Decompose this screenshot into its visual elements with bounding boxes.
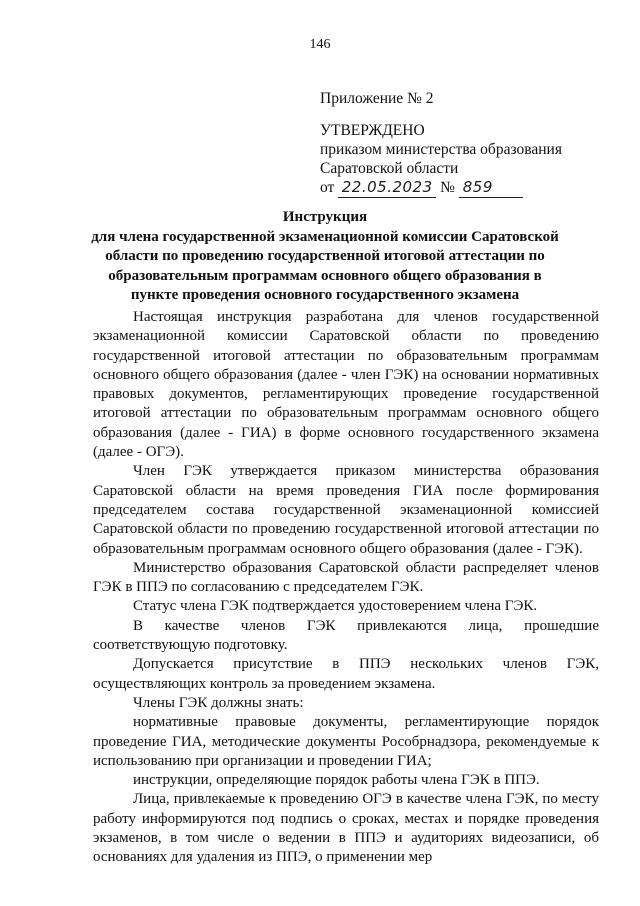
approval-stamp [320, 121, 562, 198]
date-prefix: от [320, 179, 335, 196]
paragraph: Настоящая инструкция разработана для членов государственной экзаменационной комиссии Саратовской области по проведению государственной итоговой аттестации по образовательным программам основного общего образования (далее - член ГЭК) на основании нормативных правовых документов, регламентирующих проведение государственной итоговой аттестации по образовательным программам основного общего образования (далее - ГИА) в форме основного государственного экзамена (далее - ОГЭ). [93, 309, 599, 461]
paragraph: инструкции, определяющие порядок работы члена ГЭК в ППЭ. [133, 772, 540, 789]
number-prefix: № [440, 179, 455, 196]
title-line-1: Инструкция [282, 209, 368, 225]
paragraph: В качестве членов ГЭК привлекаются лица, прошедшие соответствующую подготовку. [93, 617, 599, 654]
appendix-label: Приложение № 2 [320, 90, 434, 107]
approval-date-line [320, 178, 562, 198]
paragraph: Члены ГЭК должны знать: [133, 694, 304, 711]
title-line-2: для члена государственной экзаменационной комиссии Саратовской области по проведению государственной итоговой аттестации по образовательным программам основного общего образования в пункте проведения основного государственного экзамена [91, 228, 559, 303]
approval-line-1: приказом министерства образования [320, 141, 562, 158]
document-body [93, 308, 599, 868]
paragraph: нормативные правовые документы, регламентирующие порядок проведение ГИА, методические документы Рособрнадзора, рекомендуемые к использованию при организации и проведении ГИА; [93, 714, 599, 769]
paragraph: Член ГЭК утверждается приказом министерства образования Саратовской области на время проведения ГИА после формирования председателем состава государственной экзаменационной комиссией Саратовской области по проведению государственной итоговой аттестации по образовательным программам основного общего образования (далее - ГЭК). [93, 463, 599, 557]
approval-heading: УТВЕРЖДЕНО [320, 122, 425, 139]
paragraph: Лица, привлекаемые к проведению ОГЭ в качестве члена ГЭК, по месту работу информируются под подпись о сроках, местах и порядке проведения экзаменов, в том числе о ведении в ППЭ и аудиториях видеозаписи, об основаниях для удаления из ППЭ, о применении мер [93, 791, 599, 866]
handwritten-date: 22.05.2023 [338, 178, 436, 198]
paragraph: Допускается присутствие в ППЭ нескольких членов ГЭК, осуществляющих контроль за проведением экзамена. [93, 656, 599, 692]
paragraph: Статус члена ГЭК подтверждается удостоверением члена ГЭК. [133, 598, 538, 615]
paragraph: Министерство образования Саратовской области распределяет членов ГЭК в ППЭ по согласованию с председателем ГЭК. [93, 559, 599, 596]
handwritten-number: 859 [459, 178, 523, 198]
page-number: 146 [309, 37, 331, 52]
document-title [90, 208, 560, 306]
approval-line-2: Саратовской области [320, 160, 459, 177]
